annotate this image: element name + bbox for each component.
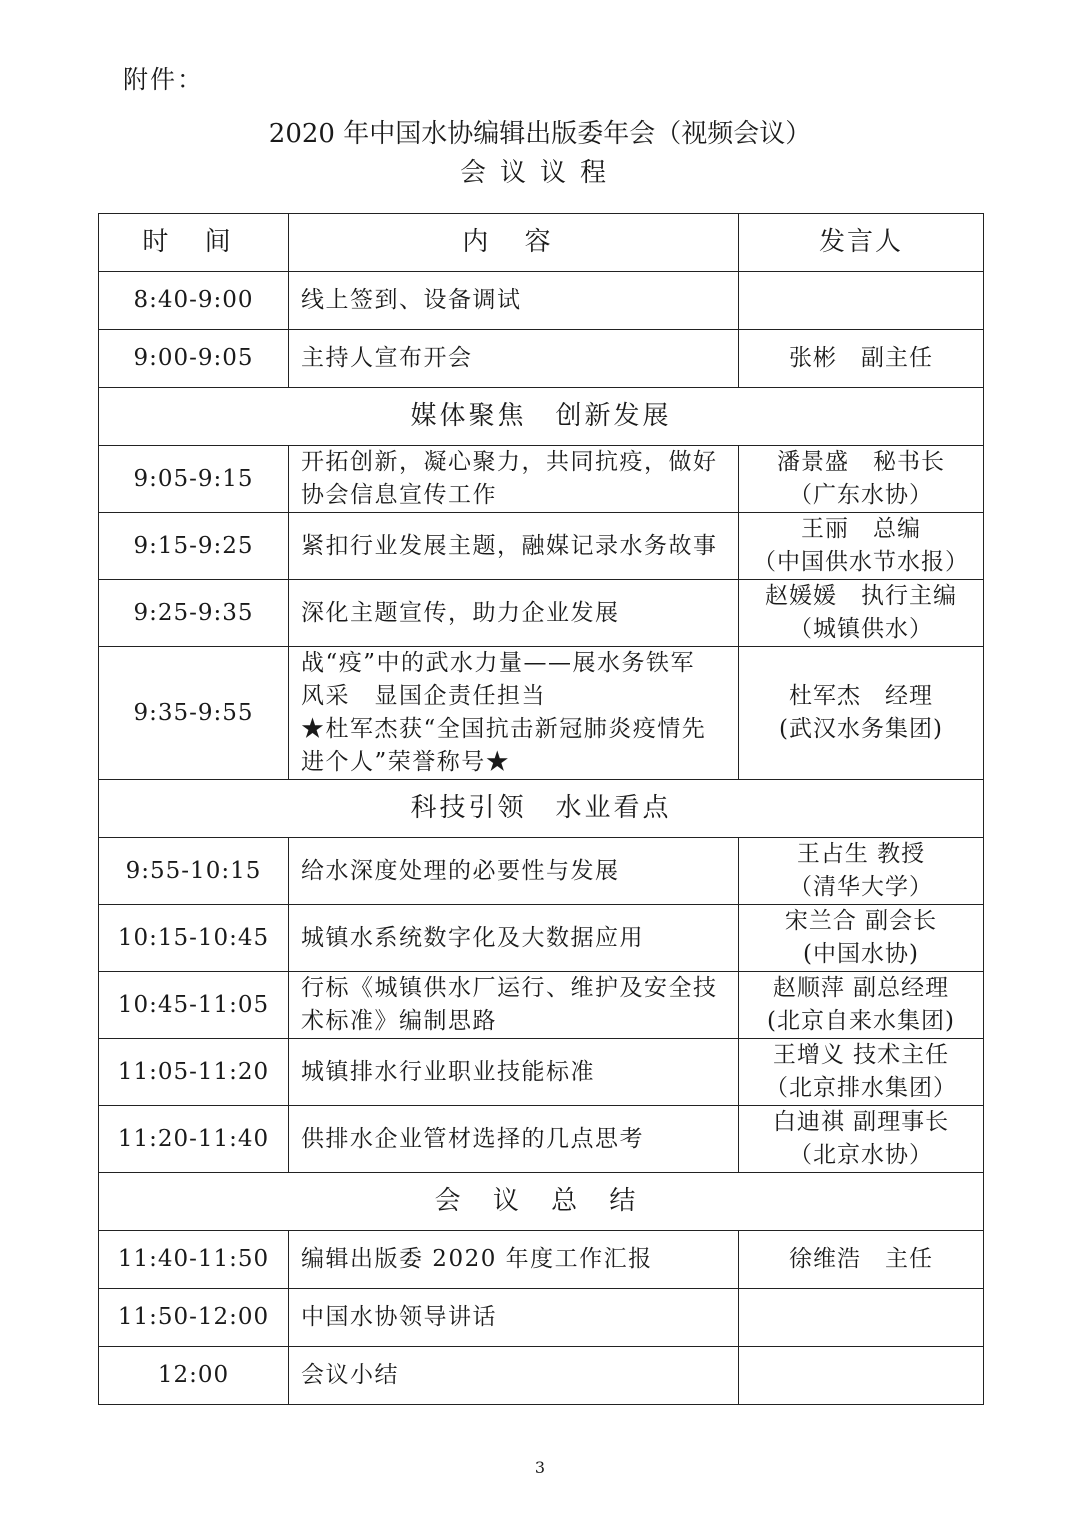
- speaker-name: 王占生 教授: [796, 841, 926, 867]
- table-row: [99, 1039, 984, 1106]
- row-time: 10:45-11:05: [99, 972, 289, 1039]
- row-content: [289, 647, 739, 780]
- row-speaker: [739, 272, 984, 330]
- row-speaker: [739, 838, 984, 905]
- section-heading-summary: 会 议 总 结: [99, 1173, 984, 1231]
- row-time: 9:35-9:55: [99, 647, 289, 780]
- row-speaker: [739, 647, 984, 780]
- content-line: 术标准》编制思路: [301, 1008, 497, 1034]
- table-row: [99, 905, 984, 972]
- table-row: [99, 647, 984, 780]
- content-line: 风采 显国企责任担当: [301, 683, 546, 709]
- speaker-name: 杜军杰 经理: [789, 683, 933, 709]
- speaker-org: (北京自来水集团): [767, 1008, 955, 1034]
- row-speaker: [739, 1106, 984, 1173]
- table-row: [99, 272, 984, 330]
- page-title: 2020 年中国水协编辑出版委年会（视频会议）: [268, 119, 812, 149]
- speaker-name: 潘景盛 秘书长: [777, 449, 945, 475]
- speaker-org: (中国水协): [803, 941, 919, 967]
- table-row: [99, 1106, 984, 1173]
- row-time: 9:55-10:15: [99, 838, 289, 905]
- row-time: 10:15-10:45: [99, 905, 289, 972]
- row-speaker: [739, 513, 984, 580]
- row-time: 9:00-9:05: [99, 330, 289, 388]
- speaker-org: （中国供水节水报）: [753, 549, 969, 575]
- table-row: [99, 972, 984, 1039]
- table-header-row: [99, 214, 984, 272]
- header-speaker: 发言人: [739, 214, 984, 272]
- section-heading-media: 媒体聚焦 创新发展: [99, 388, 984, 446]
- row-time: 11:40-11:50: [99, 1231, 289, 1289]
- row-speaker: [739, 905, 984, 972]
- row-content: 供排水企业管材选择的几点思考: [289, 1106, 739, 1173]
- row-content: [289, 972, 739, 1039]
- speaker-org: (武汉水务集团): [779, 716, 943, 742]
- row-time: 9:25-9:35: [99, 580, 289, 647]
- section-row: [99, 388, 984, 446]
- table-row: [99, 838, 984, 905]
- header-content: 内 容: [289, 214, 739, 272]
- row-speaker: 徐维浩 主任: [739, 1231, 984, 1289]
- header-time: 时 间: [99, 214, 289, 272]
- section-row: [99, 1173, 984, 1231]
- row-speaker: [739, 446, 984, 513]
- section-row: [99, 780, 984, 838]
- row-content: 线上签到、设备调试: [289, 272, 739, 330]
- speaker-org: （北京排水集团）: [765, 1075, 957, 1101]
- row-time: 12:00: [99, 1347, 289, 1405]
- table-row: [99, 580, 984, 647]
- row-content: 紧扣行业发展主题，融媒记录水务故事: [289, 513, 739, 580]
- row-speaker: 张彬 副主任: [739, 330, 984, 388]
- row-time: 8:40-9:00: [99, 272, 289, 330]
- row-content: [289, 446, 739, 513]
- page-subtitle: 会议议程: [459, 158, 620, 188]
- attachment-label: 附件：: [123, 65, 205, 94]
- row-content: 中国水协领导讲话: [289, 1289, 739, 1347]
- table-row: [99, 513, 984, 580]
- row-content: 城镇排水行业职业技能标准: [289, 1039, 739, 1106]
- speaker-org: （清华大学）: [789, 874, 933, 900]
- row-content: 主持人宣布开会: [289, 330, 739, 388]
- row-speaker: [739, 1347, 984, 1405]
- content-line: 进个人”荣誉称号★: [301, 749, 511, 775]
- table-row: [99, 1347, 984, 1405]
- speaker-name: 白迪祺 副理事长: [772, 1109, 950, 1135]
- row-speaker: [739, 1039, 984, 1106]
- row-content: 会议小结: [289, 1347, 739, 1405]
- row-time: 11:20-11:40: [99, 1106, 289, 1173]
- content-line: 协会信息宣传工作: [301, 482, 497, 508]
- row-content: 给水深度处理的必要性与发展: [289, 838, 739, 905]
- speaker-name: 王增义 技术主任: [772, 1042, 950, 1068]
- row-time: 11:50-12:00: [99, 1289, 289, 1347]
- speaker-name: 赵顺萍 副总经理: [772, 975, 950, 1001]
- row-time: 9:05-9:15: [99, 446, 289, 513]
- row-speaker: [739, 1289, 984, 1347]
- row-speaker: [739, 972, 984, 1039]
- row-time: 9:15-9:25: [99, 513, 289, 580]
- content-line: ★杜军杰获“全国抗击新冠肺炎疫情先: [301, 716, 707, 742]
- agenda-table: [98, 213, 984, 1405]
- page-number: 3: [534, 1458, 546, 1477]
- speaker-org: （广东水协）: [789, 482, 933, 508]
- row-time: 11:05-11:20: [99, 1039, 289, 1106]
- table-row: [99, 330, 984, 388]
- speaker-org: （城镇供水）: [789, 616, 933, 642]
- row-content: 城镇水系统数字化及大数据应用: [289, 905, 739, 972]
- speaker-org: （北京水协）: [789, 1142, 933, 1168]
- table-row: [99, 446, 984, 513]
- row-speaker: [739, 580, 984, 647]
- content-line: 战“疫”中的武水力量——展水务铁军: [301, 650, 696, 676]
- speaker-name: 赵媛媛 执行主编: [765, 583, 957, 609]
- table-row: [99, 1289, 984, 1347]
- speaker-name: 宋兰合 副会长: [784, 908, 938, 934]
- content-line: 开拓创新，凝心聚力，共同抗疫，做好: [301, 449, 718, 475]
- speaker-name: 王丽 总编: [801, 516, 921, 542]
- content-line: 行标《城镇供水厂运行、维护及安全技: [301, 975, 718, 1001]
- table-row: [99, 1231, 984, 1289]
- row-content: 编辑出版委 2020 年度工作汇报: [289, 1231, 739, 1289]
- row-content: 深化主题宣传，助力企业发展: [289, 580, 739, 647]
- section-heading-tech: 科技引领 水业看点: [99, 780, 984, 838]
